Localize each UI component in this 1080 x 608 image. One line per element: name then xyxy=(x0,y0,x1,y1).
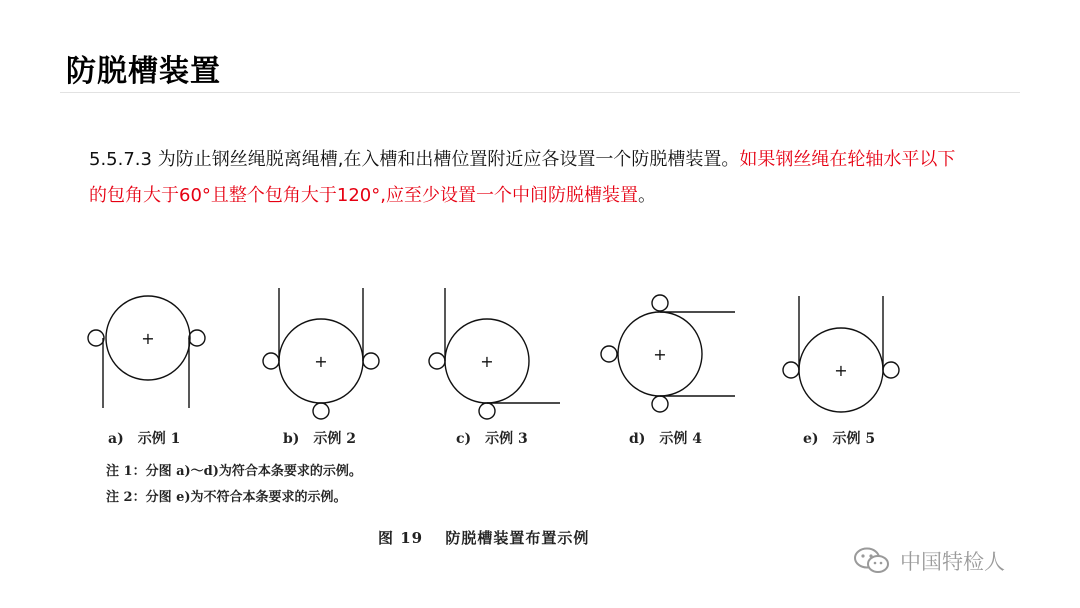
center-mark-5: + xyxy=(834,361,848,380)
guard-5b xyxy=(883,362,899,378)
center-mark-1: + xyxy=(141,329,155,348)
example-3-diagram xyxy=(429,288,560,419)
example-caption-3: c) 示例 3 xyxy=(456,431,528,447)
example-1-diagram xyxy=(88,296,205,408)
clause-highlight-text: 如果钢丝绳在轮轴水平以下的包角大于60°且整个包角大于120°,应至少设置一个中间防脱槽装置 xyxy=(89,149,956,206)
watermark-text: 中国特检人 xyxy=(900,550,1005,574)
figure-title: 图 19 防脱槽装置布置示例 xyxy=(378,529,590,547)
page-title: 防脱槽装置 xyxy=(66,54,221,89)
figure-note-2: 注 2：分图 e)为不符合本条要求的示例。 xyxy=(106,490,347,505)
example-caption-1: a) 示例 1 xyxy=(108,431,181,447)
example-5-diagram xyxy=(783,296,899,412)
guard-4a xyxy=(652,295,668,311)
example-caption-4: d) 示例 4 xyxy=(629,431,703,447)
guard-5a xyxy=(783,362,799,378)
example-caption-2: b) 示例 2 xyxy=(283,431,357,447)
guard-3a xyxy=(429,353,445,369)
watermark xyxy=(852,546,1005,576)
guard-1a xyxy=(88,330,104,346)
guard-2a xyxy=(263,353,279,369)
example-caption-5: e) 示例 5 xyxy=(803,431,876,447)
figure-note-1: 注 1：分图 a)～d)为符合本条要求的示例。 xyxy=(106,464,362,479)
wechat-icon xyxy=(852,546,892,576)
guard-2b xyxy=(363,353,379,369)
guard-2c xyxy=(313,403,329,419)
guard-3b xyxy=(479,403,495,419)
guard-4b xyxy=(652,396,668,412)
title-divider xyxy=(60,92,1020,93)
guard-1b xyxy=(189,330,205,346)
clause-end-punct: 。 xyxy=(637,185,656,206)
clause-text: 5.5.7.3 为防止钢丝绳脱离绳槽,在入槽和出槽位置附近应各设置一个防脱槽装置。 xyxy=(89,149,740,170)
center-mark-2: + xyxy=(314,352,328,371)
center-mark-3: + xyxy=(480,352,494,371)
example-4-diagram xyxy=(601,295,735,412)
guard-4c xyxy=(601,346,617,362)
clause-paragraph xyxy=(89,142,969,214)
center-mark-4: + xyxy=(653,345,667,364)
